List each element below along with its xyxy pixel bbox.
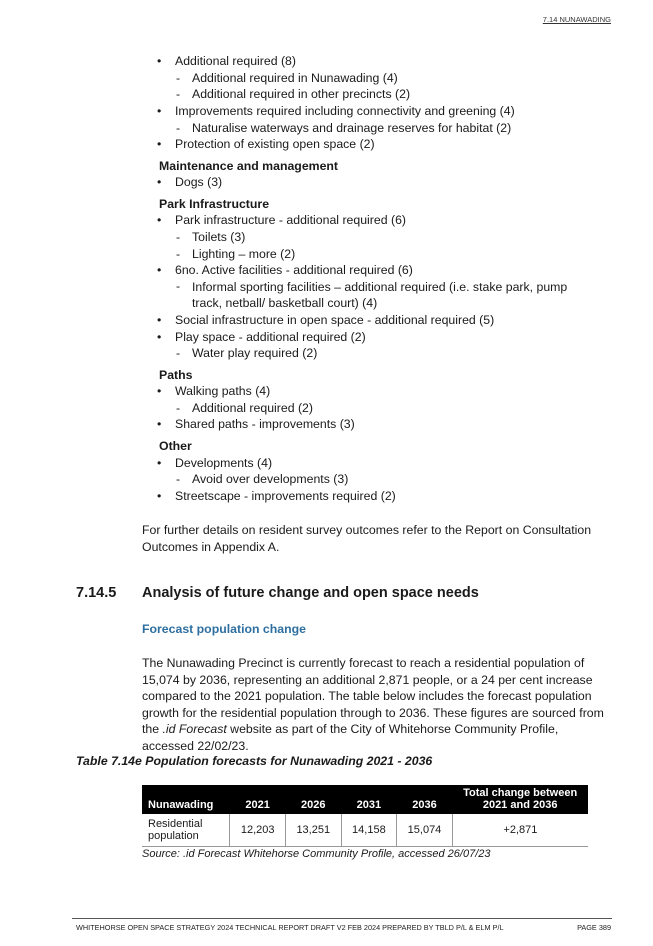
footer-text: WHITEHORSE OPEN SPACE STRATEGY 2024 TECHNICAL REPORT DRAFT V2 FEB 2024 PREPARED BY TBLD P/L & ELM P/L <box>76 923 504 932</box>
table-cell: 12,203 <box>230 814 286 847</box>
consultation-paragraph: For further details on resident survey outcomes refer to the Report on Consultation Outcomes in Appendix A. <box>142 523 592 554</box>
list-item: - Toilets (3) <box>176 230 245 245</box>
table-header-row <box>142 785 588 814</box>
population-table <box>142 785 588 847</box>
list-item: • Developments (4) <box>161 456 272 471</box>
table-source: Source: .id Forecast Whitehorse Community Profile, accessed 26/07/23 <box>142 848 491 860</box>
table-cell: 15,074 <box>397 814 453 847</box>
table-cell: 13,251 <box>285 814 341 847</box>
list-item: - Additional required in other precincts (2) <box>176 87 410 102</box>
list-item: • Play space - additional required (2) <box>161 330 366 345</box>
footer-divider <box>72 918 612 919</box>
list-item: - Informal sporting facilities – additional required (i.e. stake park, pump track, netball/ basketball court) (4) <box>176 279 600 311</box>
column-header: 2036 <box>397 785 453 814</box>
list-item: • Park infrastructure - additional required (6) <box>161 213 406 228</box>
table-cell: +2,871 <box>452 814 588 847</box>
list-item: - Additional required in Nunawading (4) <box>176 71 398 86</box>
list-item: • Protection of existing open space (2) <box>161 137 375 152</box>
table-cell: Residential population <box>142 814 230 847</box>
forecast-paragraph: The Nunawading Precinct is currently forecast to reach a residential population of 15,074 by 2036, representing an additional 2,871 people, or a 24 per cent increase compared to the 2021 population. The table below includes the forecast population growth for the residential population through to 2036. These figures are sourced from the .id Forecast website as part of the City of Whitehorse Community Profile, accessed 22/02/23. <box>142 656 604 753</box>
list-item: • Shared paths - improvements (3) <box>161 417 355 432</box>
list-item: • Social infrastructure in open space - additional required (5) <box>161 313 494 328</box>
list-item: - Water play required (2) <box>176 346 317 361</box>
page-number: PAGE 389 <box>577 923 611 932</box>
list-item: • Walking paths (4) <box>161 384 270 399</box>
subheading-maintenance: Maintenance and management <box>159 159 339 173</box>
list-item: - Lighting – more (2) <box>176 247 295 262</box>
list-item: - Naturalise waterways and drainage reserves for habitat (2) <box>176 121 511 136</box>
table-caption: Table 7.14e Population forecasts for Nunawading 2021 - 2036 <box>76 754 433 768</box>
table-row <box>142 814 588 847</box>
subheading-paths: Paths <box>159 368 193 382</box>
section-title: Analysis of future change and open space needs <box>142 585 479 601</box>
list-item: - Additional required (2) <box>176 401 313 416</box>
subheading-park-infrastructure: Park Infrastructure <box>159 197 270 211</box>
list-item: • Improvements required including connectivity and greening (4) <box>161 104 515 119</box>
column-header: 2031 <box>341 785 397 814</box>
list-item: - Avoid over developments (3) <box>176 472 348 487</box>
subheading-other: Other <box>159 439 192 453</box>
column-header: Total change between 2021 and 2036 <box>452 785 588 814</box>
column-header: 2026 <box>285 785 341 814</box>
table-cell: 14,158 <box>341 814 397 847</box>
list-item: • 6no. Active facilities - additional required (6) <box>161 263 413 278</box>
list-item: • Additional required (8) <box>161 54 296 69</box>
column-header: 2021 <box>230 785 286 814</box>
list-item: • Streetscape - improvements required (2) <box>161 489 396 504</box>
list-item: • Dogs (3) <box>161 175 222 190</box>
forecast-subheading: Forecast population change <box>142 622 306 636</box>
column-header: Nunawading <box>142 785 230 814</box>
section-number: 7.14.5 <box>76 585 117 601</box>
header-section-ref: 7.14 NUNAWADING <box>542 15 611 24</box>
